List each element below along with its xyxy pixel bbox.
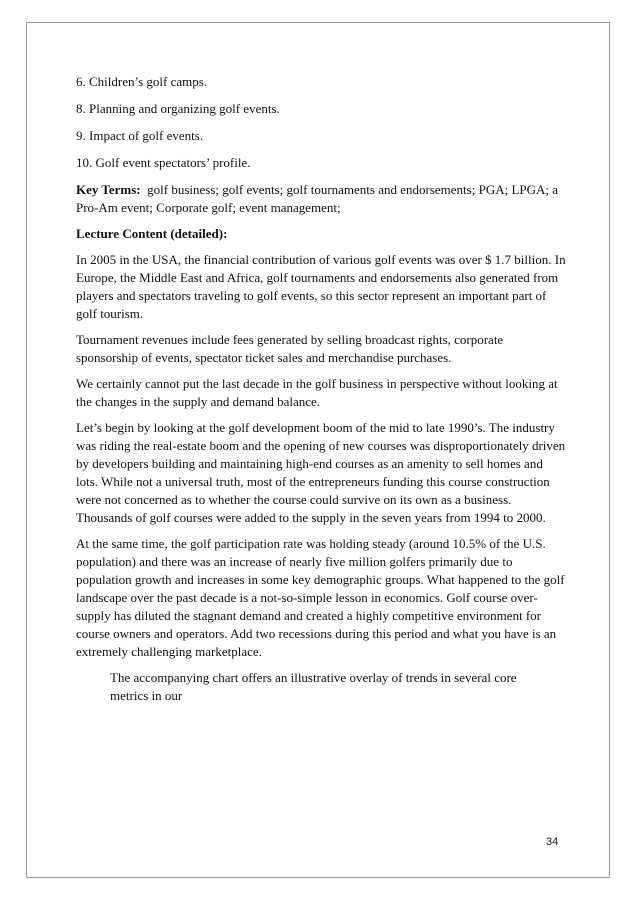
paragraph-financial-contribution: In 2005 in the USA, the financial contribution of various golf events was over $ 1.7 billion. In Europe, the Middle East and Africa, golf tournaments and endorsements also generated from players and spectators traveling to golf events, so this sector represent an important part of golf tourism. (76, 252, 566, 321)
list-item-planning-events: 8. Planning and organizing golf events. (76, 101, 280, 116)
paragraph-participation-rate: At the same time, the golf participation rate was holding steady (around 10.5% of the U.S. population) and there was an increase of nearly five million golfers primarily due to population growth and increases in some key demographic groups. What happened to the golf landscape over the past decade is a not-so-simple lesson in economics. Golf course over-supply has diluted the stagnant demand and created a highly competitive environment for course owners and operators. Add two recessions during this period and what you have is an extremely challenging marketplace. (76, 536, 565, 659)
list-item-impact-events: 9. Impact of golf events. (76, 128, 204, 143)
key-terms-text: golf business; golf events; golf tournaments and endorsements; PGA; LPGA; a Pro-Am event; Corporate golf; event management; (76, 182, 559, 215)
paragraph-supply-demand: We certainly cannot put the last decade in the golf business in perspective without looking at the changes in the supply and demand balance. (76, 376, 558, 409)
list-item-spectators-profile: 10. Golf event spectators’ profile. (76, 155, 251, 170)
page-content (76, 73, 566, 713)
key-terms-paragraph (76, 181, 566, 217)
lecture-content-heading: Lecture Content (detailed): (76, 226, 228, 241)
paragraph-accompanying-chart: The accompanying chart offers an illustrative overlay of trends in several core metrics in our (110, 670, 517, 703)
page-number: 34 (546, 836, 559, 848)
paragraph-tournament-revenues: Tournament revenues include fees generated by selling broadcast rights, corporate sponsorship of events, spectator ticket sales and merchandise purchases. (76, 332, 504, 365)
paragraph-development-boom: Let’s begin by looking at the golf development boom of the mid to late 1990’s. The industry was riding the real-estate boom and the opening of new courses was disproportionately driven by developers building and maintaining high-end courses as an amenity to sell homes and lots. While not a universal truth, most of the entrepreneurs funding this course construction were not concerned as to whether the course could survive on its own as a business. Thousands of golf courses were added to the supply in the seven years from 1994 to 2000. (76, 420, 566, 525)
key-terms-label: Key Terms: (76, 182, 141, 197)
list-item-childrens-camps: 6. Children’s golf camps. (76, 74, 208, 89)
